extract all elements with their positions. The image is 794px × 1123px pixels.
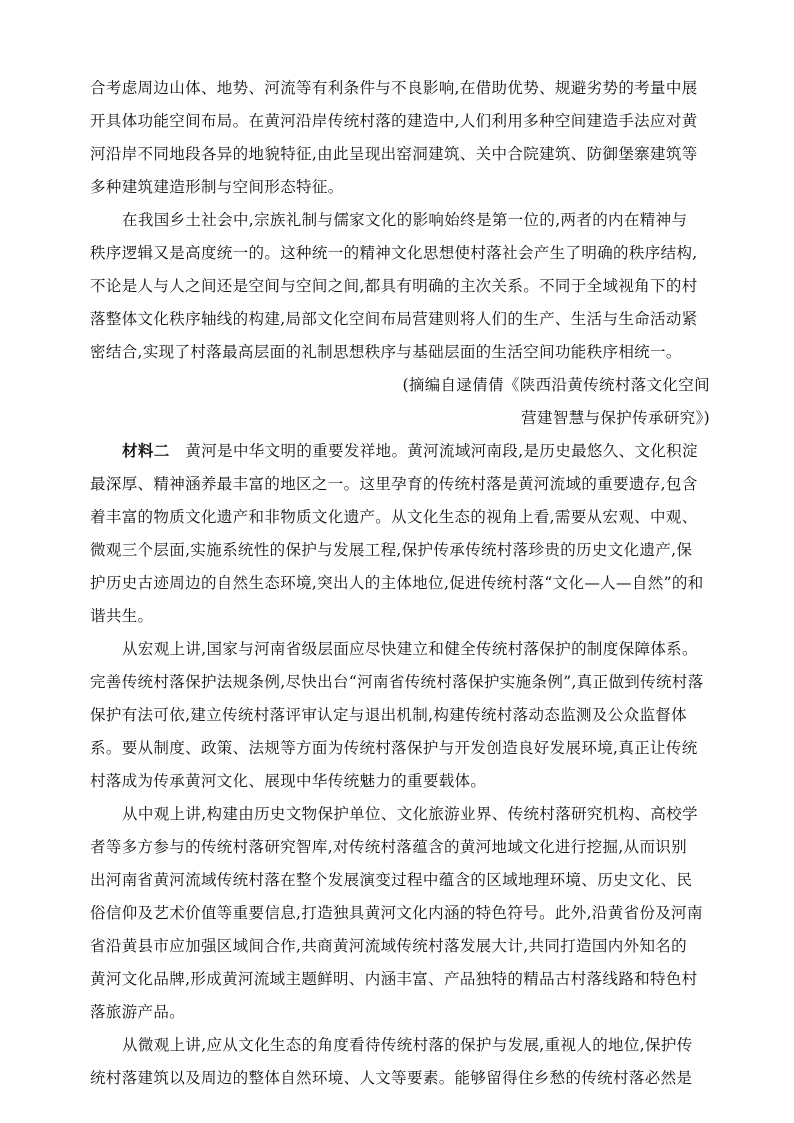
text-line: 黄河文化品牌,形成黄河流域主题鲜明、内涵丰富、产品独特的精品古村落线路和特色村 — [90, 970, 698, 988]
text-line: 从微观上讲,应从文化生态的角度看待传统村落的保护与发展,重视人的地位,保护传 — [122, 1036, 693, 1054]
text-line: 从宏观上讲,国家与河南省级层面应尽快建立和健全传统村落保护的制度保障体系。 — [122, 640, 698, 658]
text-line: 秩序逻辑又是高度统一的。这种统一的精神文化思想使村落社会产生了明确的秩序结构, — [90, 244, 698, 262]
source-citation: (摘编自逯倩倩《陕西沿黄传统村落文化空间 — [402, 376, 710, 394]
text-line: 最深厚、精神涵养最丰富的地区之一。这里孕育的传统村落是黄河流域的重要遗存,包含 — [90, 475, 698, 493]
text-line: 密结合,实现了村落最高层面的礼制思想秩序与基础层面的生活空间功能秩序相统一。 — [90, 343, 682, 361]
text-line: 落整体文化秩序轴线的构建,局部文化空间布局营建则将人们的生产、生活与生命活动紧 — [90, 310, 698, 328]
text-line: 开具体功能空间布局。在黄河沿岸传统村落的建造中,人们利用多种空间建造手法应对黄 — [90, 112, 698, 130]
text-line: 统村落建筑以及周边的整体自然环境、人文等要素。能够留得住乡愁的传统村落必然是 — [90, 1069, 693, 1087]
text-line: 省沿黄县市应加强区域间合作,共商黄河流域传统村落发展大计,共同打造国内外知名的 — [90, 937, 688, 955]
text-line: 完善传统村落保护法规条例,尽快出台“河南省传统村落保护实施条例”,真正做到传统村落 — [90, 673, 704, 691]
text-line: 不论是人与人之间还是空间与空间之间,都具有明确的主次关系。不同于全域视角下的村 — [90, 277, 698, 295]
text-line — [122, 441, 710, 461]
source-citation: 营建智慧与保护传承研究》) — [521, 409, 710, 427]
text-line: 河沿岸不同地段各异的地貌特征,由此呈现出窑洞建筑、关中合院建筑、防御堡寨建筑等 — [90, 145, 698, 163]
text-line: 谐共生。 — [90, 607, 154, 625]
text-line: 出河南省黄河流域传统村落在整个发展演变过程中蕴含的区域地理环境、历史文化、民 — [90, 871, 693, 889]
text-line: 保护有法可依,建立传统村落评审认定与退出机制,构建传统村落动态监测及公众监督体 — [90, 706, 688, 724]
text-line: 合考虑周边山体、地势、河流等有利条件与不良影响,在借助优势、规避劣势的考量中展 — [90, 79, 698, 97]
text-line: 俗信仰及艺术价值等重要信息,打造独具黄河文化内涵的特色符号。此外,沿黄省份及河南 — [90, 904, 703, 922]
material-label: 材料二 — [122, 441, 170, 460]
text-line: 在我国乡土社会中,宗族礼制与儒家文化的影响始终是第一位的,两者的内在精神与 — [122, 211, 688, 229]
text-line: 着丰富的物质文化遗产和非物质文化遗产。从文化生态的视角上看,需要从宏观、中观、 — [90, 508, 698, 526]
text-line: 村落成为传承黄河文化、展现中华传统魅力的重要载体。 — [90, 772, 487, 790]
text-span: 黄河是中华文明的重要发祥地。黄河流域河南段,是历史最悠久、文化积淀 — [185, 442, 698, 460]
text-line: 者等多方参与的传统村落研究智库,对传统村落蕴含的黄河地域文化进行挖掘,从而识别 — [90, 838, 688, 856]
text-line: 从中观上讲,构建由历史文物保护单位、文化旅游业界、传统村落研究机构、高校学 — [122, 805, 698, 823]
text-line: 护历史古迹周边的自然生态环境,突出人的主体地位,促进传统村落“文化—人—自然”的和 — [90, 574, 704, 592]
text-line: 落旅游产品。 — [90, 1003, 186, 1021]
text-line: 系。要从制度、政策、法规等方面为传统村落保护与开发创造良好发展环境,真正让传统 — [90, 739, 698, 757]
text-line: 多种建筑建造形制与空间形态特征。 — [90, 178, 344, 196]
text-line: 微观三个层面,实施系统性的保护与发展工程,保护传承传统村落珍贵的历史文化遗产,保 — [90, 541, 693, 559]
